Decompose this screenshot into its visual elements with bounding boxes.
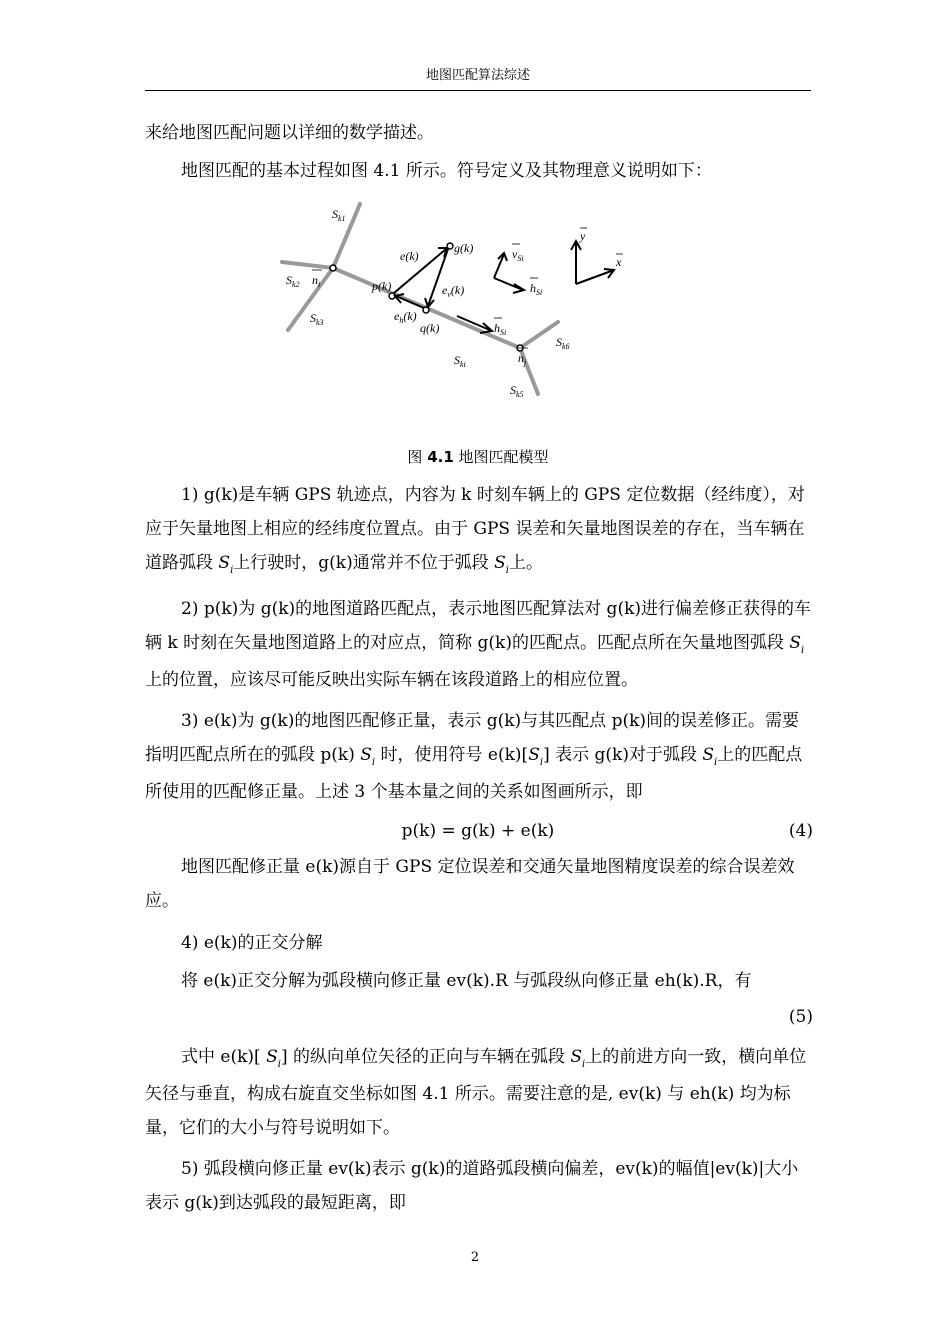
paragraph-item-1: 1) g(k)是车辆 GPS 轨迹点，内容为 k 时刻车辆上的 GPS 定位数据（经纬度），对应于矢量地图上相应的经纬度位置点。由于 GPS 误差和矢量地图误差的存在，当车辆在道路弧段 $S_i$上行驶时，g(k)通常并不位于弧段 $S_i$上。 xyxy=(145,485,805,576)
label-ehk: $e_h(k)$ xyxy=(394,309,417,325)
label-sk5: $S_{k5}$ xyxy=(510,383,524,399)
label-sk1: $S_{k1}$ xyxy=(332,207,346,223)
label-evk: $e_v(k)$ xyxy=(442,283,465,299)
paragraph-item-4: 4) e(k)的正交分解 xyxy=(181,933,323,953)
paragraph-intro: 来给地图匹配问题以详细的数学描述。 xyxy=(145,123,434,143)
label-ski: $S_{ki}$ xyxy=(454,353,466,369)
equation-5-number: (5) xyxy=(788,1007,813,1027)
label-hsi-road: $h_{Si}$ xyxy=(494,321,507,337)
road-sk6 xyxy=(520,322,558,348)
label-vsi: $v_{Si}$ xyxy=(512,247,524,263)
paragraph-figure-ref: 地图匹配的基本过程如图 4.1 所示。符号定义及其物理意义说明如下： xyxy=(181,161,712,181)
label-sk3: $S_{k3}$ xyxy=(310,311,324,327)
paragraph-coordinate: 式中 e(k)[ $S_i$] 的纵向单位矢径的正向与车辆在弧段 $S_i$上的前进方向一致，横向单位矢径与垂直，构成右旋直交坐标如图 4.1 所示。需要注意的是, ev(k) 与 eh(k) 均为标量，它们的大小与符号说明如下。 xyxy=(145,1047,807,1138)
label-hsi-frame: $h_{Si}$ xyxy=(530,281,543,297)
label-qk: q(k) xyxy=(420,321,440,335)
running-header: 地图匹配算法综述 xyxy=(145,66,811,91)
label-x-axis: x xyxy=(616,255,622,269)
label-sk2: $S_{k2}$ xyxy=(286,273,300,289)
road-sk2-stub xyxy=(282,262,333,268)
vector-evk xyxy=(428,249,448,306)
label-ni: $n_i$ xyxy=(312,273,321,289)
figure-caption: 图 4.1 地图匹配模型 xyxy=(407,448,549,466)
paragraph-error-source: 地图匹配修正量 e(k)源自于 GPS 定位误差和交通矢量地图精度误差的综合误差效应。 xyxy=(145,857,795,911)
map-matching-figure xyxy=(280,196,640,408)
label-y-axis: y xyxy=(580,229,586,243)
page-number: 2 xyxy=(470,1250,480,1265)
paragraph-item-2: 2) p(k)为 g(k)的地图道路匹配点，表示地图匹配算法对 g(k)进行偏差修正获得的车辆 k 时刻在矢量地图道路上的对应点，简称 g(k)的匹配点。匹配点所在矢量地图弧段 $S_i$上的位置，应该尽可能反映出实际车辆在该段道路上的相应位置。 xyxy=(145,599,812,690)
equation-4: p(k) = g(k) + e(k) xyxy=(401,821,555,841)
label-ek: e(k) xyxy=(400,249,419,263)
label-gk: g(k) xyxy=(454,241,474,255)
node-ni xyxy=(330,265,336,271)
label-nj: $n_j$ xyxy=(518,351,527,367)
paragraph-item-3: 3) e(k)为 g(k)的地图匹配修正量，表示 g(k)与其匹配点 p(k)间的误差修正。需要指明匹配点所在的弧段 p(k) $S_i$ 时，使用符号 $e(k)[S_i]$ 表示 g(k)对于弧段 $S_i$上的匹配点所使用的匹配修正量。上述 3 个基本量之间的关系如图画所示，即 xyxy=(145,711,803,802)
label-sk6: $S_{k6}$ xyxy=(556,335,570,351)
equation-4-number: (4) xyxy=(788,821,813,841)
paragraph-item-5: 5) 弧段横向修正量 ev(k)表示 g(k)的道路弧段横向偏差，ev(k)的幅值|ev(k)|大小表示 g(k)到达弧段的最短距离，即 xyxy=(145,1159,799,1213)
paragraph-decomposition: 将 e(k)正交分解为弧段横向修正量 ev(k).R 与弧段纵向修正量 eh(k).R，有 xyxy=(181,971,752,991)
label-pk: p(k) xyxy=(372,279,392,293)
